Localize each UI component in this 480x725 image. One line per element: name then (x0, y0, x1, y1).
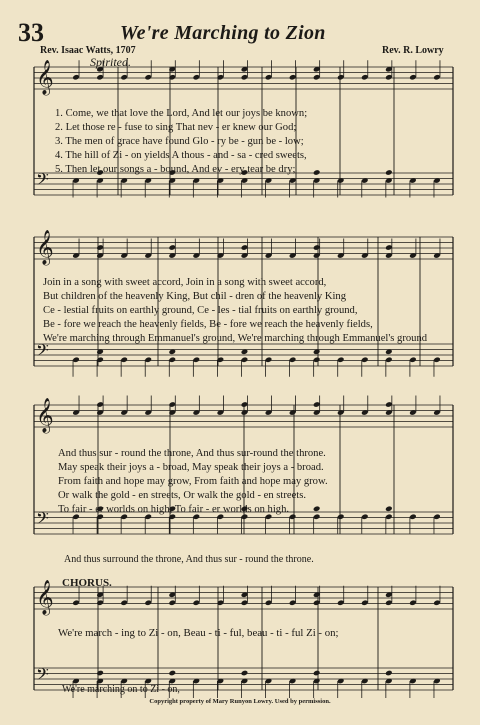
treble-clef-icon: 𝄞 (36, 398, 54, 433)
lyric-line: But children of the heavenly King, But chil - dren of the heavenly King (43, 291, 347, 302)
bass-clef-icon: 𝄢 (36, 664, 49, 688)
note-head (385, 670, 393, 677)
lyric-line: Or walk the gold - en streets, Or walk the gold - en streets. (58, 490, 307, 501)
verse-line: 1. Come, we that love the Lord, And let our joys be known; (55, 108, 308, 119)
verses-block (55, 107, 307, 177)
hymn-number: 33 (18, 18, 44, 47)
lyric-line: And thus sur - round the throne, And thus sur-round the throne. (58, 448, 326, 459)
chorus-lyrics: We're march - ing to Zi - on, Beau - ti - ful, beau - ti - ful Zi - on; (58, 627, 339, 639)
bass-clef-icon: 𝄢 (36, 340, 49, 364)
lyric-line: From faith and hope may grow, From faith and hope may grow. (58, 476, 328, 487)
bass-clef-icon: 𝄢 (36, 169, 49, 193)
note-head (385, 169, 393, 176)
tempo-marking: Spirited. (90, 55, 131, 69)
bass-lyric-line: And thus surround the throne, And thus sur - round the throne. (64, 554, 314, 565)
note-head (241, 670, 249, 677)
lyric-line: To fair - er worlds on high, To fair - er worlds on high. (58, 504, 290, 515)
third-system-lyrics (58, 447, 328, 517)
hymn-title: We're Marching to Zion (120, 22, 326, 44)
lyric-line: May speak their joys a - broad, May speak their joys a - broad. (58, 462, 324, 473)
verse-line: 2. Let those re - fuse to sing That nev - er knew our God; (55, 122, 297, 133)
bass-clef-icon: 𝄢 (36, 508, 49, 532)
chorus-label: CHORUS. (62, 577, 112, 589)
verse-line: 3. The men of grace have found Glo - ry be - gun be - low; (55, 136, 304, 147)
note-head (168, 670, 176, 677)
treble-clef-icon: 𝄞 (36, 60, 54, 95)
music-credit: Rev. R. Lowry (382, 45, 444, 56)
note-head (96, 670, 104, 677)
lyric-line: We're marching through Emmanuel's ground, We're marching through Emmanuel's ground (43, 333, 428, 344)
treble-clef-icon: 𝄞 (36, 580, 54, 615)
verse-line: 5. Then let our songs a - bound, And ev - ery tear be dry; (55, 164, 296, 175)
verse-line: 4. The hill of Zi - on yields A thous - and - sa - cred sweets, (55, 150, 307, 161)
words-credit: Rev. Isaac Watts, 1707 (40, 45, 136, 56)
lyric-line: Join in a song with sweet accord, Join in a song with sweet accord, (43, 277, 327, 288)
note-head (313, 169, 321, 176)
chorus-bass-lyrics: We're marching on to Zi - on, (62, 684, 180, 695)
note-head (385, 505, 393, 512)
lyric-line: Be - fore we reach the heavenly fields, Be - fore we reach the heavenly fields, (43, 319, 373, 330)
treble-clef-icon: 𝄞 (36, 230, 54, 265)
lyric-line: Ce - lestial fruits on earthly ground, Ce - les - tial fruits on earthly ground, (43, 305, 358, 316)
copyright-notice: Copyright property of Mary Runyon Lowry. Used by permission. (149, 698, 331, 705)
note-head (313, 670, 321, 677)
second-system-lyrics (43, 276, 427, 346)
